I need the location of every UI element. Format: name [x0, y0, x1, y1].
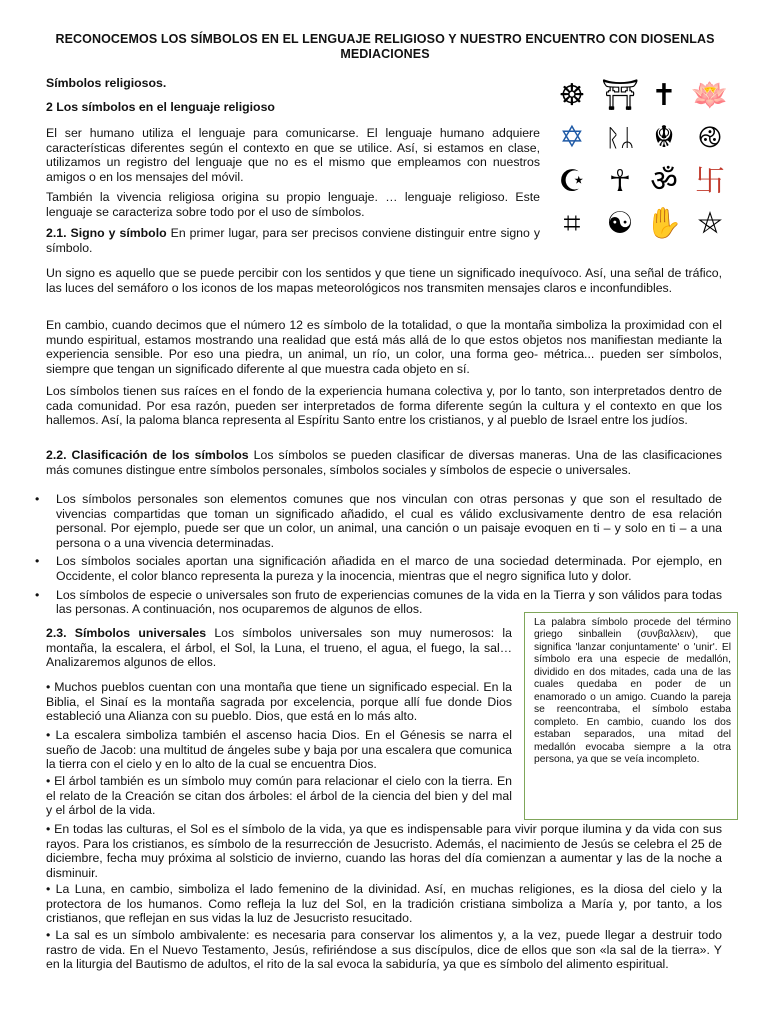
section-heading: Símbolos religiosos.: [46, 76, 167, 90]
universal-paragraph: [46, 626, 512, 670]
religious-language-paragraph: También la vivencia religiosa origina su propio lenguaje. … lenguaje religioso. Este lenguaje se caracteriza sobre todo por el uso de símbolos.: [46, 190, 540, 219]
latin-cross-icon: ✝: [651, 78, 677, 113]
triskelion-icon: ࿋: [698, 120, 722, 155]
sign-symbol-heading: 2.1. Signo y símbolo: [46, 226, 167, 240]
pentacle-icon: ⛤: [698, 206, 722, 241]
list-item: [30, 492, 722, 550]
roots-paragraph: Los símbolos tienen sus raíces en el fondo de la experiencia humana colectiva y, por lo tanto, son interpretados dentro de cada comunidad. Por esa razón, pueden ser interpretados de forma diferente según la cultura y el contexto en que los hallemos. Así, la paloma blanca representa al Espíritu Santo entre los cristianos, y al pueblo de Israel entre los judíos.: [46, 384, 722, 428]
om-icon: ॐ: [650, 164, 678, 199]
bullet-marker: •: [35, 554, 40, 569]
dharma-wheel-icon: ☸: [558, 78, 586, 113]
sun-paragraph: • En todas las culturas, el Sol es el símbolo de la vida, ya que es indispensable para vivir porque ilumina y da vida con sus rayos. Para los cristianos, es símbolo de la resurrección de Jesucristo. Además, el nacimiento de Jesús se celebra el 25 de diciembre, fecha muy próxima al solsticio de invierno, cuando las horas del día comienzan a aumentar y las de la noche a disminuir.: [46, 822, 722, 880]
star-and-crescent-icon: ☪: [558, 164, 586, 199]
universal-text: Los símbolos universales son muy numerosos: la montaña, la escalera, el árbol, el Sol, la Luna, el trueno, el agua, el fuego, la sal… Analizaremos algunos de ellos.: [46, 626, 512, 670]
list-item-text: Los símbolos sociales aportan una significación añadida en el marco de una sociedad determinada. Por ejemplo, en Occidente, el color blanco representa la pureza y la inocencia, mientras que el negro significa luto y dolor.: [56, 554, 722, 583]
faravahar-grid-icon: ⌗: [563, 206, 581, 241]
star-of-david-icon: ✡: [559, 120, 585, 155]
bullet-marker: •: [35, 587, 40, 602]
salt-paragraph: • La sal es un símbolo ambivalente: es necesaria para conservar los alimentos y, a la vez, puede llegar a destruir todo rastro de vida. En el Nuevo Testamento, Jesús, refiriéndose a sus discípulos, dice de ellos que son «la sal de la tierra». Y en la liturgia del Bautismo de adultos, el rito de la sal evoca la sabiduría, ya que es símbolo del alimento espiritual.: [46, 928, 722, 972]
ayyavazhi-icon: ᚱᛦ: [605, 124, 635, 152]
tree-paragraph: • El árbol también es un símbolo muy común para relacionar el cielo con la tierra. En el relato de la Creación se citan dos árboles: el árbol de la ciencia del bien y del mal y el árbol de la vida.: [46, 774, 512, 818]
khanda-icon: ☬: [653, 120, 675, 155]
hamsa-icon: ✋: [645, 206, 683, 241]
list-item: [30, 554, 722, 583]
classification-list: [30, 492, 722, 621]
intro-paragraph: El ser humano utiliza el lenguaje para comunicarse. El lenguaje humano adquiere características diferentes según el contexto en que se utilice. Así, si estamos en clase, utilizamos un registro del lenguaje que no es el mismo que empleamos con nuestros amigos o en los mensajes del móvil.: [46, 126, 540, 184]
classification-heading: 2.2. Clasificación de los símbolos: [46, 448, 249, 462]
universal-heading: 2.3. Símbolos universales: [46, 626, 207, 640]
lotus-icon: 🪷: [691, 78, 729, 113]
torii-icon: ⛩: [600, 78, 640, 113]
mountain-paragraph: • Muchos pueblos cuentan con una montaña que tiene un significado especial. En la Biblia, el Sinaí es la montaña sagrada por excelencia, porque allí fue donde Dios estableció una Alianza con su pueblo. Dios, que está en lo más alto.: [46, 680, 512, 724]
bullet-marker: •: [35, 492, 40, 506]
sign-paragraph: Un signo es aquello que se puede percibir con los sentidos y que tiene un significado inequívoco. Así, una señal de tráfico, las luces del semáforo o los iconos de los mapas meteorológicos nos transmiten mensajes claros e inconfundibles.: [46, 266, 722, 295]
classification-text: Los símbolos se pueden clasificar de diversas maneras. Una de las clasificaciones más comunes distingue entre símbolos personales, símbolos sociales y símbolos de especie o universales.: [46, 448, 722, 477]
swastika-icon: 卐: [695, 164, 725, 199]
list-item-text: Los símbolos de especie o universales son fruto de experiencias comunes de la vida en la Tierra y son válidos para todas las personas. A continuación, nos ocuparemos de algunos de ellos.: [56, 587, 722, 617]
symbol-paragraph: En cambio, cuando decimos que el número 12 es símbolo de la totalidad, o que la montaña simboliza la proximidad con el mundo espiritual, estamos mostrando una realidad que está más allá de lo que estos objetos nos manifiestan mediante la experiencia sensible. Por eso una piedra, un animal, un río, un color, una forma geo- métrica... pueden ser símbolos, siempre que tengan un significado diferente al que muestra cada objeto en sí.: [46, 318, 722, 376]
sign-symbol-paragraph: [46, 226, 540, 255]
document-title: RECONOCEMOS LOS SÍMBOLOS EN EL LENGUAJE RELIGIOSO Y NUESTRO ENCUENTRO CON DIOSENLAS MEDIACIONES: [55, 32, 715, 61]
ankh-icon: ☥: [608, 164, 632, 199]
sign-symbol-text: En primer lugar, para ser precisos conviene distinguir entre signo y símbolo.: [46, 226, 540, 255]
subsection-heading: 2 Los símbolos en el lenguaje religioso: [46, 100, 275, 114]
ladder-paragraph: • La escalera simboliza también el ascenso hacia Dios. En el Génesis se narra el sueño de Jacob: una multitud de ángeles sube y baja por una escalera que comunica la tierra con el cielo y en lo alto de la cual se encuentra Dios.: [46, 728, 512, 772]
moon-paragraph: • La Luna, en cambio, simboliza el lado femenino de la divinidad. Así, en muchas religiones, es la diosa del cielo y la protectora de los humanos. Como refleja la luz del Sol, en la tradición cristiana simboliza a María y, por tanto, a los cristianos, que reflejan en sus vidas la luz de Jesucristo resucitado.: [46, 882, 722, 926]
yin-yang-icon: ☯: [606, 206, 634, 241]
religious-symbols-grid: [552, 76, 744, 248]
list-item-text: Los símbolos personales son elementos comunes que nos vinculan con otras personas y que son el resultado de vivencias compartidas que toman un significado añadido, el cual es válido exclusivamente dentro de esa relación personal. Por ejemplo, puede ser que un color, un animal, una canción o un paisaje evoquen en ti – y solo en ti – a una persona o a una vivencia determinadas.: [56, 492, 722, 550]
classification-paragraph: [46, 448, 722, 477]
etymology-sidebar-box: La palabra símbolo procede del término griego sinballein (συνβαλλειν), que significa 'lanzar conjuntamente' o 'unir'. El símbolo era una especie de medallón, dividido en dos mitades, cada una de las cuales quedaba en poder de un enamorado o un amigo. Cuando la pareja se reencontraba, el símbolo estaba completo. En cambio, cuando los dos estaban separados, una mitad del medallón evocaba siempre a la otra persona, ya que se veía incompleto.: [524, 612, 738, 820]
